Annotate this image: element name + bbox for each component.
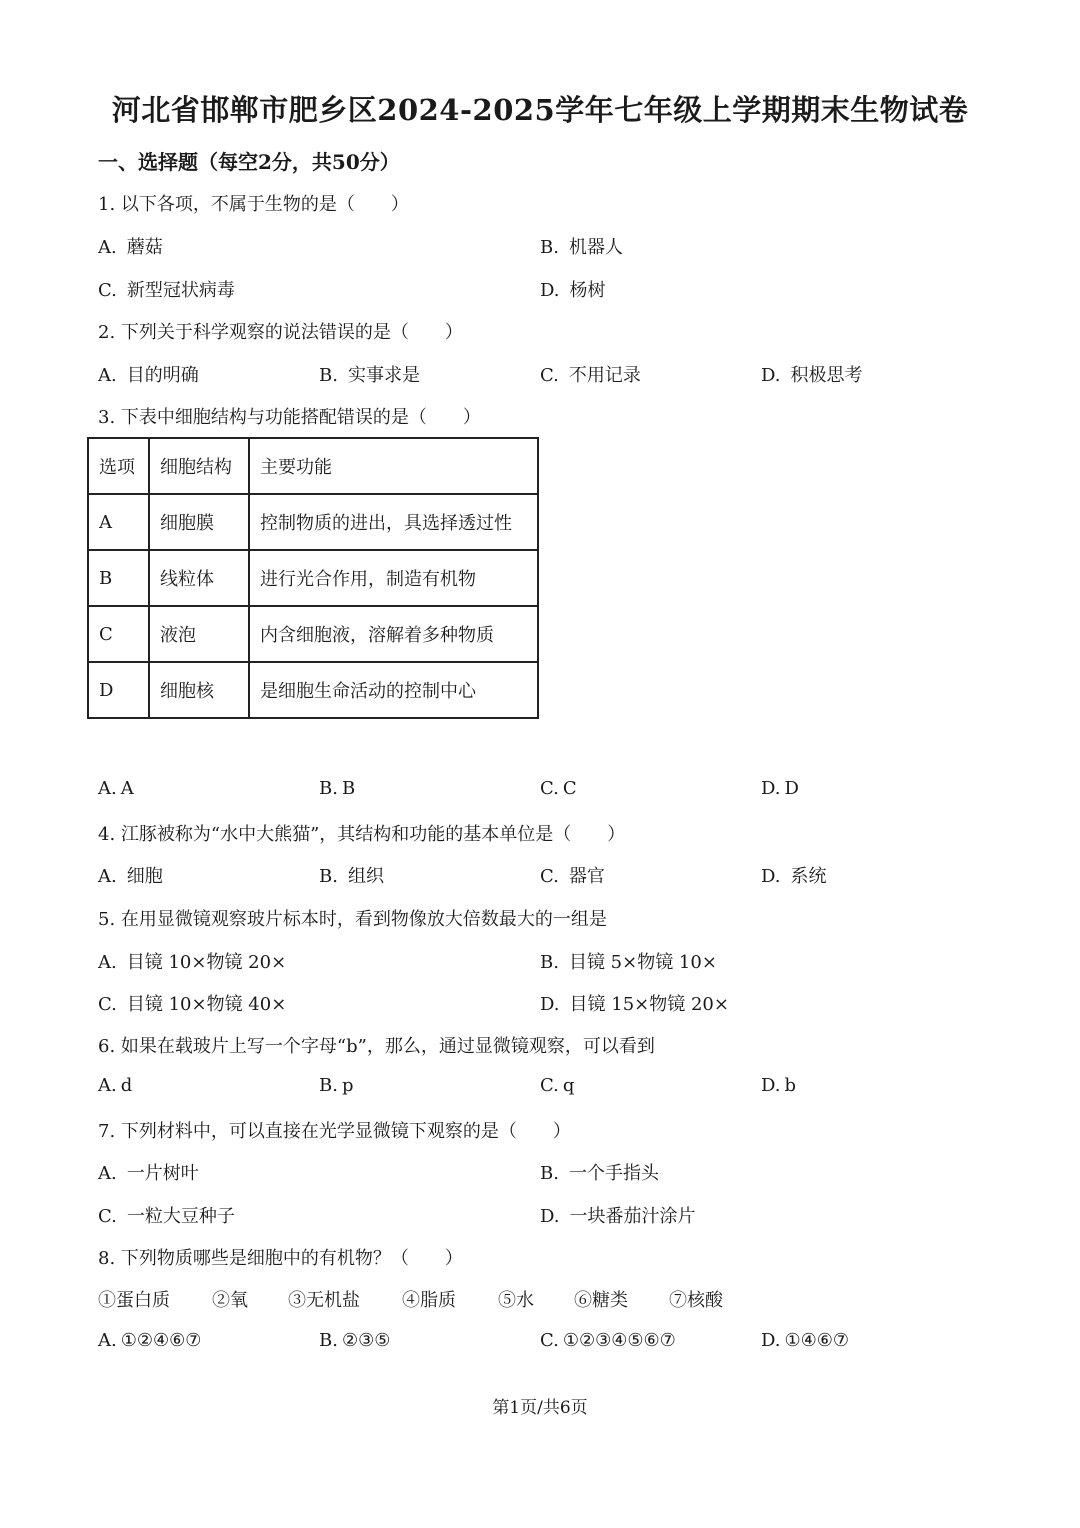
option-text: 一粒大豆种子 xyxy=(126,1206,235,1227)
question-7-stem: 7. 下列材料中，可以直接在光学显微镜下观察的是（ ） xyxy=(98,1121,571,1142)
page-number: 第1页/共6页 xyxy=(492,1398,588,1418)
table-row xyxy=(88,494,538,550)
section-heading: 一、选择题（每空2分，共50分） xyxy=(98,150,400,174)
option-text: p xyxy=(341,1075,354,1096)
question-4-option-d[interactable] xyxy=(761,862,827,888)
question-1-option-d[interactable] xyxy=(540,276,606,302)
question-8-option-b[interactable] xyxy=(319,1330,390,1351)
option-letter: B. xyxy=(319,365,338,386)
option-text: 一块番茄汁涂片 xyxy=(569,1206,696,1227)
option-text: 新型冠状病毒 xyxy=(126,280,235,301)
question-5-option-b[interactable] xyxy=(540,948,717,974)
question-2-option-b[interactable] xyxy=(319,361,420,387)
page-title: 河北省邯郸市肥乡区2024-2025学年七年级上学期期末生物试卷 xyxy=(111,93,969,127)
table-header-cell: 细胞结构 xyxy=(149,438,249,494)
option-text: 蘑菇 xyxy=(126,237,163,258)
table-cell: 液泡 xyxy=(149,606,249,662)
question-3-option-c[interactable] xyxy=(540,778,577,799)
question-8-stem: 8. 下列物质哪些是细胞中的有机物？（ ） xyxy=(98,1248,463,1269)
option-text: ①②③④⑤⑥⑦ xyxy=(562,1330,676,1351)
substance-item: ⑥糖类 xyxy=(574,1290,628,1311)
table-cell: D xyxy=(88,662,149,718)
question-2-option-c[interactable] xyxy=(540,361,641,387)
question-6-stem: 6. 如果在载玻片上写一个字母“b”，那么，通过显微镜观察，可以看到 xyxy=(98,1036,655,1057)
table-cell: 是细胞生命活动的控制中心 xyxy=(249,662,538,718)
option-text: D xyxy=(784,778,799,799)
option-letter: A. xyxy=(98,1330,117,1351)
option-letter: A. xyxy=(98,1163,117,1184)
option-text: 杨树 xyxy=(569,280,606,301)
option-letter: D. xyxy=(761,1330,781,1351)
table-cell: 细胞核 xyxy=(149,662,249,718)
question-8-option-c[interactable] xyxy=(540,1330,676,1351)
option-letter: D. xyxy=(540,280,560,301)
question-5-option-d[interactable] xyxy=(540,990,729,1016)
question-1-option-c[interactable] xyxy=(98,276,235,302)
substance-item: ④脂质 xyxy=(402,1290,456,1311)
option-letter: D. xyxy=(761,365,781,386)
option-letter: D. xyxy=(761,778,781,799)
option-letter: B. xyxy=(319,866,338,887)
option-text: 组织 xyxy=(347,866,384,887)
option-letter: B. xyxy=(319,778,338,799)
option-text: ②③⑤ xyxy=(341,1330,391,1351)
question-5-option-c[interactable] xyxy=(98,990,286,1016)
question-6-option-b[interactable] xyxy=(319,1075,353,1096)
option-letter: A. xyxy=(98,1075,117,1096)
question-2-stem: 2. 下列关于科学观察的说法错误的是（ ） xyxy=(98,322,463,343)
substance-item: ③无机盐 xyxy=(288,1290,360,1311)
option-letter: B. xyxy=(540,1163,559,1184)
option-letter: A. xyxy=(98,952,117,973)
option-letter: C. xyxy=(98,280,117,301)
question-7-option-b[interactable] xyxy=(540,1159,659,1185)
option-letter: B. xyxy=(319,1075,338,1096)
option-letter: C. xyxy=(540,866,559,887)
question-3-option-b[interactable] xyxy=(319,778,355,799)
option-letter: D. xyxy=(761,866,781,887)
option-letter: C. xyxy=(98,1206,117,1227)
question-4-option-b[interactable] xyxy=(319,862,384,888)
option-text: C xyxy=(562,778,577,799)
option-text: 系统 xyxy=(790,866,827,887)
option-text: 积极思考 xyxy=(790,365,863,386)
option-text: 目镜 10×物镜 40× xyxy=(126,994,287,1015)
option-text: ①④⑥⑦ xyxy=(784,1330,850,1351)
option-text: 目镜 10×物镜 20× xyxy=(126,952,287,973)
question-7-option-d[interactable] xyxy=(540,1202,696,1228)
option-text: B xyxy=(341,778,356,799)
substance-item: ①蛋白质 xyxy=(98,1290,170,1311)
table-row xyxy=(88,662,538,718)
table-row xyxy=(88,606,538,662)
option-letter: A. xyxy=(98,778,117,799)
question-5-option-a[interactable] xyxy=(98,948,286,974)
table-cell: 细胞膜 xyxy=(149,494,249,550)
option-text: 一片树叶 xyxy=(126,1163,199,1184)
question-8-option-d[interactable] xyxy=(761,1330,849,1351)
substance-item: ②氧 xyxy=(212,1290,248,1311)
table-cell: B xyxy=(88,550,149,606)
question-6-option-d[interactable] xyxy=(761,1075,796,1096)
option-text: 目的明确 xyxy=(126,365,199,386)
question-3-option-a[interactable] xyxy=(98,778,134,799)
option-text: 目镜 5×物镜 10× xyxy=(568,952,717,973)
option-text: 目镜 15×物镜 20× xyxy=(569,994,729,1015)
substance-item: ⑤水 xyxy=(498,1290,534,1311)
question-4-option-c[interactable] xyxy=(540,862,605,888)
option-text: 细胞 xyxy=(126,866,163,887)
table-header-cell: 主要功能 xyxy=(249,438,538,494)
option-letter: B. xyxy=(540,952,559,973)
option-letter: C. xyxy=(540,365,559,386)
question-7-option-a[interactable] xyxy=(98,1159,199,1185)
option-text: 不用记录 xyxy=(568,365,641,386)
option-text: q xyxy=(562,1075,575,1096)
option-letter: B. xyxy=(319,1330,338,1351)
option-letter: C. xyxy=(540,1330,559,1351)
question-2-option-a[interactable] xyxy=(98,361,199,387)
question-4-option-a[interactable] xyxy=(98,862,163,888)
option-letter: C. xyxy=(540,1075,559,1096)
option-text: d xyxy=(120,1075,133,1096)
option-text: b xyxy=(784,1075,797,1096)
option-letter: D. xyxy=(540,1206,560,1227)
option-letter: A. xyxy=(98,866,117,887)
table-cell: A xyxy=(88,494,149,550)
option-text: 一个手指头 xyxy=(568,1163,659,1184)
question-4-stem: 4. 江豚被称为“水中大熊猫”，其结构和功能的基本单位是（ ） xyxy=(98,824,626,845)
question-3-stem: 3. 下表中细胞结构与功能搭配错误的是（ ） xyxy=(98,407,481,428)
option-letter: C. xyxy=(98,994,117,1015)
question-1-option-b[interactable] xyxy=(540,233,623,259)
question-6-option-c[interactable] xyxy=(540,1075,574,1096)
question-3-option-d[interactable] xyxy=(761,778,799,799)
option-letter: A. xyxy=(98,365,117,386)
option-text: ①②④⑥⑦ xyxy=(120,1330,202,1351)
table-header-cell: 选项 xyxy=(88,438,149,494)
substance-item: ⑦核酸 xyxy=(669,1290,723,1311)
question-8-option-a[interactable] xyxy=(98,1330,201,1351)
question-5-stem: 5. 在用显微镜观察玻片标本时，看到物像放大倍数最大的一组是 xyxy=(98,909,607,930)
table-row xyxy=(88,550,538,606)
option-text: 机器人 xyxy=(568,237,623,258)
option-text: A xyxy=(120,778,134,799)
question-2-option-d[interactable] xyxy=(761,361,863,387)
table-cell: 线粒体 xyxy=(149,550,249,606)
table-cell: 控制物质的进出，具选择透过性 xyxy=(249,494,538,550)
question-1-option-a[interactable] xyxy=(98,233,163,259)
option-letter: D. xyxy=(761,1075,781,1096)
question-6-option-a[interactable] xyxy=(98,1075,132,1096)
option-letter: A. xyxy=(98,237,117,258)
cell-structure-table xyxy=(87,437,539,719)
option-letter: C. xyxy=(540,778,559,799)
table-cell: 进行光合作用，制造有机物 xyxy=(249,550,538,606)
option-text: 器官 xyxy=(568,866,605,887)
table-cell: 内含细胞液，溶解着多种物质 xyxy=(249,606,538,662)
question-7-option-c[interactable] xyxy=(98,1202,235,1228)
option-letter: D. xyxy=(540,994,560,1015)
table-cell: C xyxy=(88,606,149,662)
option-letter: B. xyxy=(540,237,559,258)
question-1-stem: 1. 以下各项，不属于生物的是（ ） xyxy=(98,194,409,215)
table-header-row xyxy=(88,438,538,494)
option-text: 实事求是 xyxy=(347,365,420,386)
